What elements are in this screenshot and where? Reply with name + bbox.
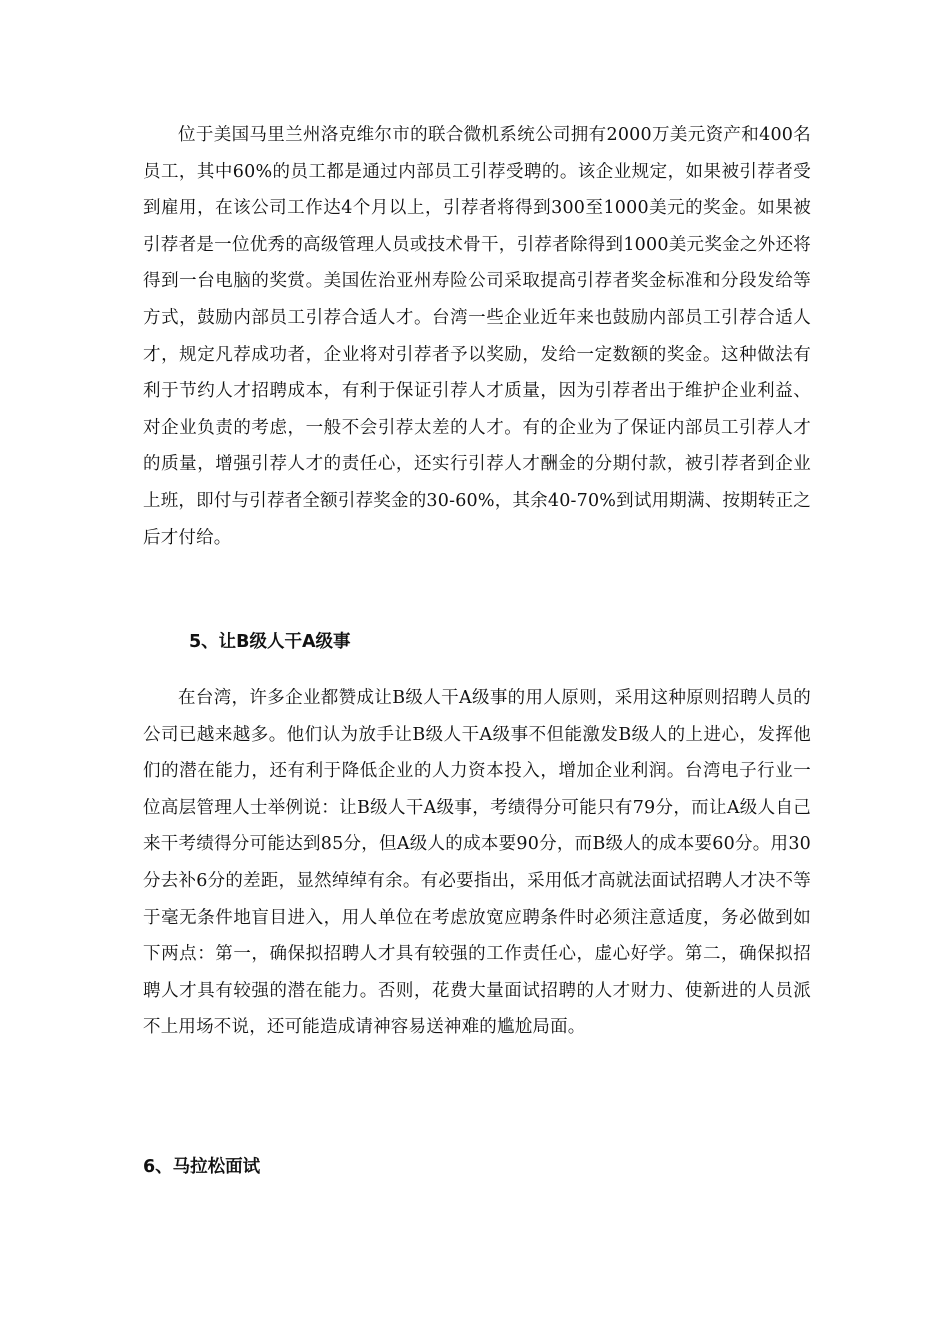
body-paragraph-referral-bonus: 位于美国马里兰州洛克维尔市的联合微机系统公司拥有2000万美元资产和400名员工，其中60%的员工都是通过内部员工引荐受聘的。该企业规定，如果被引荐者受到雇用，在该公司工作达4个月以上，引荐者将得到300至1000美元的奖金。如果被引荐者是一位优秀的高级管理人员或技术骨干，引荐者除得到1000美元奖金之外还将得到一台电脑的奖赏。美国佐治亚州寿险公司采取提高引荐者奖金标准和分段发给等方式，鼓励内部员工引荐合适人才。台湾一些企业近年来也鼓励内部员工引荐合适人才，规定凡荐成功者，企业将对引荐者予以奖励，发给一定数额的奖金。这种做法有利于节约人才招聘成本，有利于保证引荐人才质量，因为引荐者出于维护企业利益、对企业负责的考虑，一般不会引荐太差的人才。有的企业为了保证内部员工引荐人才的质量，增强引荐人才的责任心，还实行引荐人才酬金的分期付款，被引荐者到企业上班，即付与引荐者全额引荐奖金的30-60%，其余40-70%到试用期满、按期转正之后才付给。 [143,125,811,548]
section-heading-6: 6、马拉松面试 [143,1157,261,1177]
body-paragraph-b-level: 在台湾，许多企业都赞成让B级人干A级事的用人原则，采用这种原则招聘人员的公司已越来越多。他们认为放手让B级人干A级事不但能激发B级人的上进心，发挥他们的潜在能力，还有利于降低企业的人力资本投入，增加企业利润。台湾电子行业一位高层管理人士举例说：让B级人干A级事，考绩得分可能只有79分，而让A级人自己来干考绩得分可能达到85分，但A级人的成本要90分，而B级人的成本要60分。用30分去补6分的差距，显然绰绰有余。有必要指出，采用低才高就法面试招聘人才决不等于毫无条件地盲目进入，用人单位在考虑放宽应聘条件时必须注意适度，务必做到如下两点：第一，确保拟招聘人才具有较强的工作责任心，虚心好学。第二，确保拟招聘人才具有较强的潜在能力。否则，花费大量面试招聘的人才财力、使新进的人员派不上用场不说，还可能造成请神容易送神难的尴尬局面。 [143,688,811,1038]
section-heading-5: 5、让B级人干A级事 [189,632,351,652]
